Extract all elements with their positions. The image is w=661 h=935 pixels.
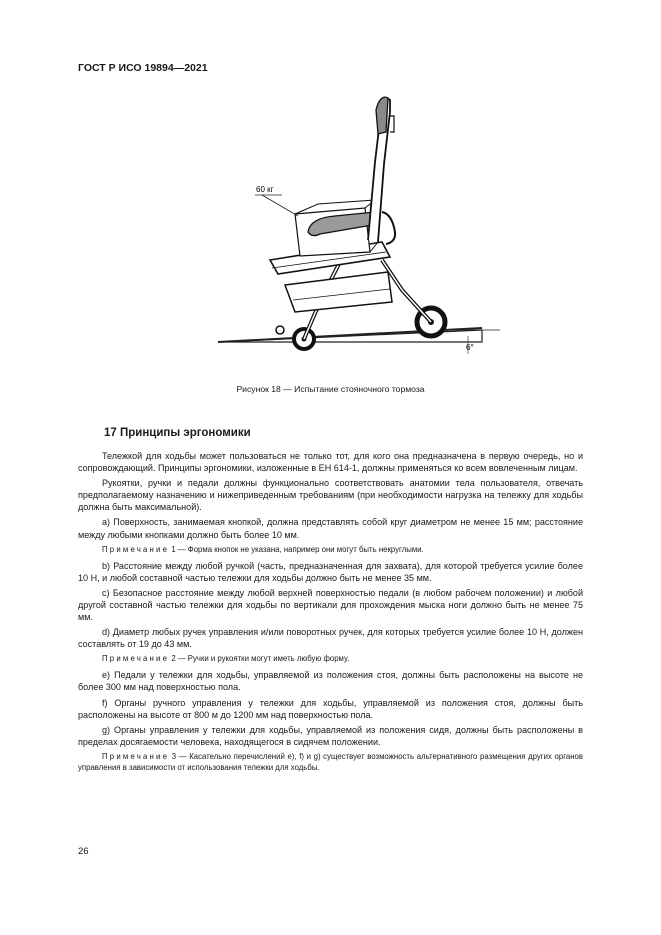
handle-grip <box>376 97 388 134</box>
angle-label: 6° <box>466 343 474 352</box>
note-word: Примечание <box>102 751 170 761</box>
brake-test-figure <box>210 92 500 364</box>
figure-caption: Рисунок 18 — Испытание стояночного тормоза <box>236 384 425 394</box>
section-title: 17 Принципы эргономики <box>104 427 251 439</box>
note-3 <box>78 751 583 773</box>
note-2-text: 2 — Ручки и рукоятки могут иметь любую форму. <box>171 654 350 664</box>
section-body <box>78 450 583 778</box>
walker-on-ramp-drawing <box>210 92 500 364</box>
note-word: Примечание <box>102 654 170 664</box>
item-b: b) Расстояние между любой ручкой (часть, предназначенная для захвата), для которой требуется усилие более 10 Н, и любой составной частью тележки для ходьбы должно быть не менее 35 мм. <box>78 560 583 583</box>
document-header: ГОСТ Р ИСО 19894—2021 <box>78 62 208 74</box>
item-f: f) Органы ручного управления у тележки для ходьбы, управляемой из положения стоя, должны быть расположены на высоте от 800 м до 1200 мм над поверхностью пола. <box>78 697 583 720</box>
basket <box>285 272 392 312</box>
caster-wheel <box>276 326 284 334</box>
item-a: a) Поверхность, занимаемая кнопкой, должна представлять собой круг диаметром не менее 15 мм; расстояние между любыми кнопками должно быть более 10 мм. <box>78 517 583 540</box>
note-2 <box>78 653 583 664</box>
load-leader-line <box>262 195 298 216</box>
note-1-text: 1 — Форма кнопок не указана, например они могут быть некруглыми. <box>171 544 424 554</box>
paragraph-2: Рукоятки, ручки и педали должны функционально соответствовать анатомии тела пользователя, отвечать предполагаемому назначению и нижеприведенным требованиям (при необходимости нагрузка на тележку для ходьбы должна быть максимальной). <box>78 478 583 513</box>
item-d: d) Диаметр любых ручек управления и/или поворотных ручек, для которых требуется усилие более 10 Н, должен составлять от 19 до 43 мм. <box>78 627 583 650</box>
note-3-text: 3 — Касательно перечислений e), f) и g) существует возможность альтернативного размещения других органов управления в зависимости от использования тележки для ходьбы. <box>78 751 583 772</box>
item-e: e) Педали у тележки для ходьбы, управляемой из положения стоя, должны быть расположены на высоте не более 300 мм над поверхностью пола. <box>78 670 583 693</box>
item-c: c) Безопасное расстояние между любой верхней поверхностью педали (в любом рабочем положении) и любой другой составной частью тележки для ходьбы по вертикали для прохождения мыска ноги должно быть не менее 75 мм. <box>78 587 583 623</box>
page-number: 26 <box>78 846 89 857</box>
paragraph-1: Тележкой для ходьбы может пользоваться не только тот, для кого она предназначена в первую очередь, но и сопровождающий. Принципы эргономики, изложенные в ЕН 614-1, должны применяться ко всем вовлеченным лицам. <box>78 451 583 474</box>
load-label: 60 кг <box>256 185 274 194</box>
note-word: Примечание <box>102 544 170 554</box>
item-g: g) Органы управления у тележки для ходьбы, управляемой из положения сидя, должны быть расположены в пределах досягаемости человека, находящегося в сидячем положении. <box>78 724 583 747</box>
note-1 <box>78 544 583 555</box>
